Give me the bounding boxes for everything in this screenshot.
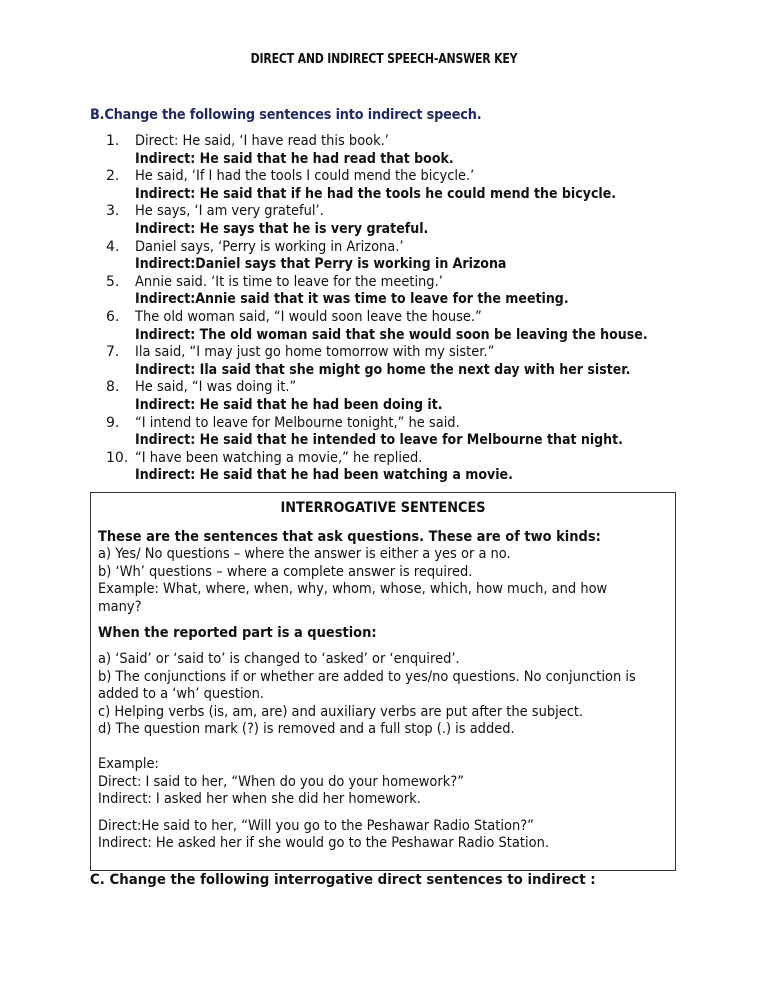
rule-b-continued: added to a ‘wh’ question. <box>98 686 264 702</box>
item-number: 10. <box>106 449 129 466</box>
section-b-heading: B.Change the following sentences into indirect speech. <box>90 107 482 123</box>
example-2-direct: Direct:He said to her, “Will you go to the Peshawar Radio Station?” <box>98 818 534 834</box>
rule-b: b) The conjunctions if or whether are added to yes/no questions. No conjunction is <box>98 669 636 685</box>
answer-list <box>106 133 705 485</box>
indirect-answer: Indirect:Daniel says that Perry is working in Arizona <box>135 256 507 273</box>
list-item <box>106 450 705 485</box>
list-item <box>106 133 705 168</box>
rule-d: d) The question mark (?) is removed and a full stop (.) is added. <box>98 721 515 737</box>
list-item <box>106 168 705 203</box>
list-item <box>106 344 705 379</box>
indirect-answer: Indirect: He said that he had read that book. <box>135 150 454 167</box>
item-number: 2. <box>106 168 120 185</box>
item-number: 4. <box>106 238 120 255</box>
indirect-answer: Indirect: He said that he had been watching a movie. <box>135 467 513 484</box>
rule-c: c) Helping verbs (is, am, are) and auxiliary verbs are put after the subject. <box>98 704 584 720</box>
indirect-answer: Indirect: The old woman said that she would soon be leaving the house. <box>135 326 648 343</box>
page-title: DIRECT AND INDIRECT SPEECH-ANSWER KEY <box>250 52 518 67</box>
direct-sentence: He said, “I was doing it.” <box>135 379 297 396</box>
direct-sentence: Direct: He said, ‘I have read this book.’ <box>135 133 389 149</box>
item-number: 7. <box>106 344 120 361</box>
direct-sentence: Annie said. ‘It is time to leave for the meeting.’ <box>135 273 443 290</box>
direct-sentence: “I intend to leave for Melbourne tonight,” he said. <box>135 414 460 431</box>
item-number: 5. <box>106 273 120 290</box>
direct-sentence: The old woman said, “I would soon leave the house.” <box>135 308 482 325</box>
kind-yes-no: a) Yes/ No questions – where the answer is either a yes or a no. <box>98 546 511 562</box>
rule-a: a) ‘Said’ or ‘said to’ is changed to ‘asked’ or ‘enquired’. <box>98 651 460 667</box>
indirect-answer: Indirect: Ila said that she might go home the next day with her sister. <box>135 361 631 378</box>
list-item <box>106 309 705 344</box>
rules-heading: When the reported part is a question: <box>98 625 377 641</box>
item-number: 8. <box>106 379 120 396</box>
indirect-answer: Indirect: He says that he is very grateful. <box>135 220 429 237</box>
direct-sentence: “I have been watching a movie,” he replied. <box>135 449 423 466</box>
indirect-answer: Indirect:Annie said that it was time to leave for the meeting. <box>135 291 569 308</box>
kind-wh: b) ‘Wh’ questions – where a complete answer is required. <box>98 564 473 580</box>
list-item <box>106 379 705 414</box>
direct-sentence: Ila said, “I may just go home tomorrow with my sister.” <box>135 344 495 361</box>
item-number: 6. <box>106 308 120 325</box>
list-item <box>106 203 705 238</box>
direct-sentence: Daniel says, ‘Perry is working in Arizona.’ <box>135 238 404 255</box>
list-item <box>106 239 705 274</box>
wh-examples-line-2: many? <box>98 599 142 615</box>
item-number: 1. <box>106 133 120 149</box>
wh-examples-line-1: Example: What, where, when, why, whom, whose, which, how much, and how <box>98 581 608 597</box>
indirect-answer: Indirect: He said that if he had the tools he could mend the bicycle. <box>135 185 617 202</box>
box-intro: These are the sentences that ask questions. These are of two kinds: <box>98 529 601 545</box>
interrogative-sentences-box <box>90 492 676 871</box>
item-number: 9. <box>106 414 120 431</box>
box-title: INTERROGATIVE SENTENCES <box>280 500 486 516</box>
list-item <box>106 415 705 450</box>
list-item <box>106 274 705 309</box>
indirect-answer: Indirect: He said that he had been doing it. <box>135 396 443 413</box>
example-1-indirect: Indirect: I asked her when she did her homework. <box>98 791 421 807</box>
direct-sentence: He said, ‘If I had the tools I could mend the bicycle.’ <box>135 168 475 185</box>
section-c-heading: C. Change the following interrogative direct sentences to indirect : <box>90 872 596 888</box>
example-2-indirect: Indirect: He asked her if she would go to the Peshawar Radio Station. <box>98 835 549 851</box>
item-number: 3. <box>106 203 120 220</box>
example-label: Example: <box>98 756 159 772</box>
direct-sentence: He says, ‘I am very grateful’. <box>135 203 324 220</box>
example-1-direct: Direct: I said to her, “When do you do your homework?” <box>98 774 464 790</box>
indirect-answer: Indirect: He said that he intended to leave for Melbourne that night. <box>135 432 623 449</box>
